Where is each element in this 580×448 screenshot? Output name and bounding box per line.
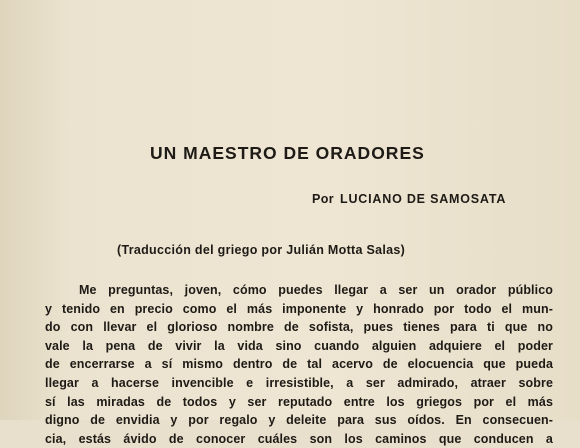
body-line: de encerrarse a sí mismo dentro de tal acervo de elocuencia que pueda — [45, 357, 553, 372]
body-line: Me preguntas, joven, cómo puedes llegar a ser un orador público — [79, 283, 553, 297]
bleed-through-texture — [250, 6, 570, 35]
byline-prefix: Por — [312, 192, 335, 206]
author-name: LUCIANO DE SAMOSATA — [340, 192, 507, 206]
body-line: do con llevar el glorioso nombre de sofista, pues tienes para ti que no — [45, 320, 553, 335]
byline — [312, 192, 506, 206]
translation-note: (Traducción del griego por Julián Motta Salas) — [117, 243, 406, 257]
body-line: digno de envidia y por regalo y deleite para sus oídos. En consecuen- — [45, 413, 553, 428]
body-line: sí las miradas de todos y ser reputado entre los griegos por el más — [45, 394, 553, 409]
article-title: UN MAESTRO DE ORADORES — [150, 143, 425, 163]
body-line: y tenido en precio como el más imponente y honrado por todo el mun- — [45, 301, 553, 316]
body-line: vale la pena de vivir la vida sino cuando alguien adquiere el poder — [45, 338, 553, 353]
article-body — [45, 281, 553, 448]
body-line: cia, estás ávido de conocer cuáles son los caminos que conducen a — [45, 431, 553, 446]
body-line: llegar a hacerse invencible e irresistible, a ser admirado, atraer sobre — [45, 375, 553, 390]
